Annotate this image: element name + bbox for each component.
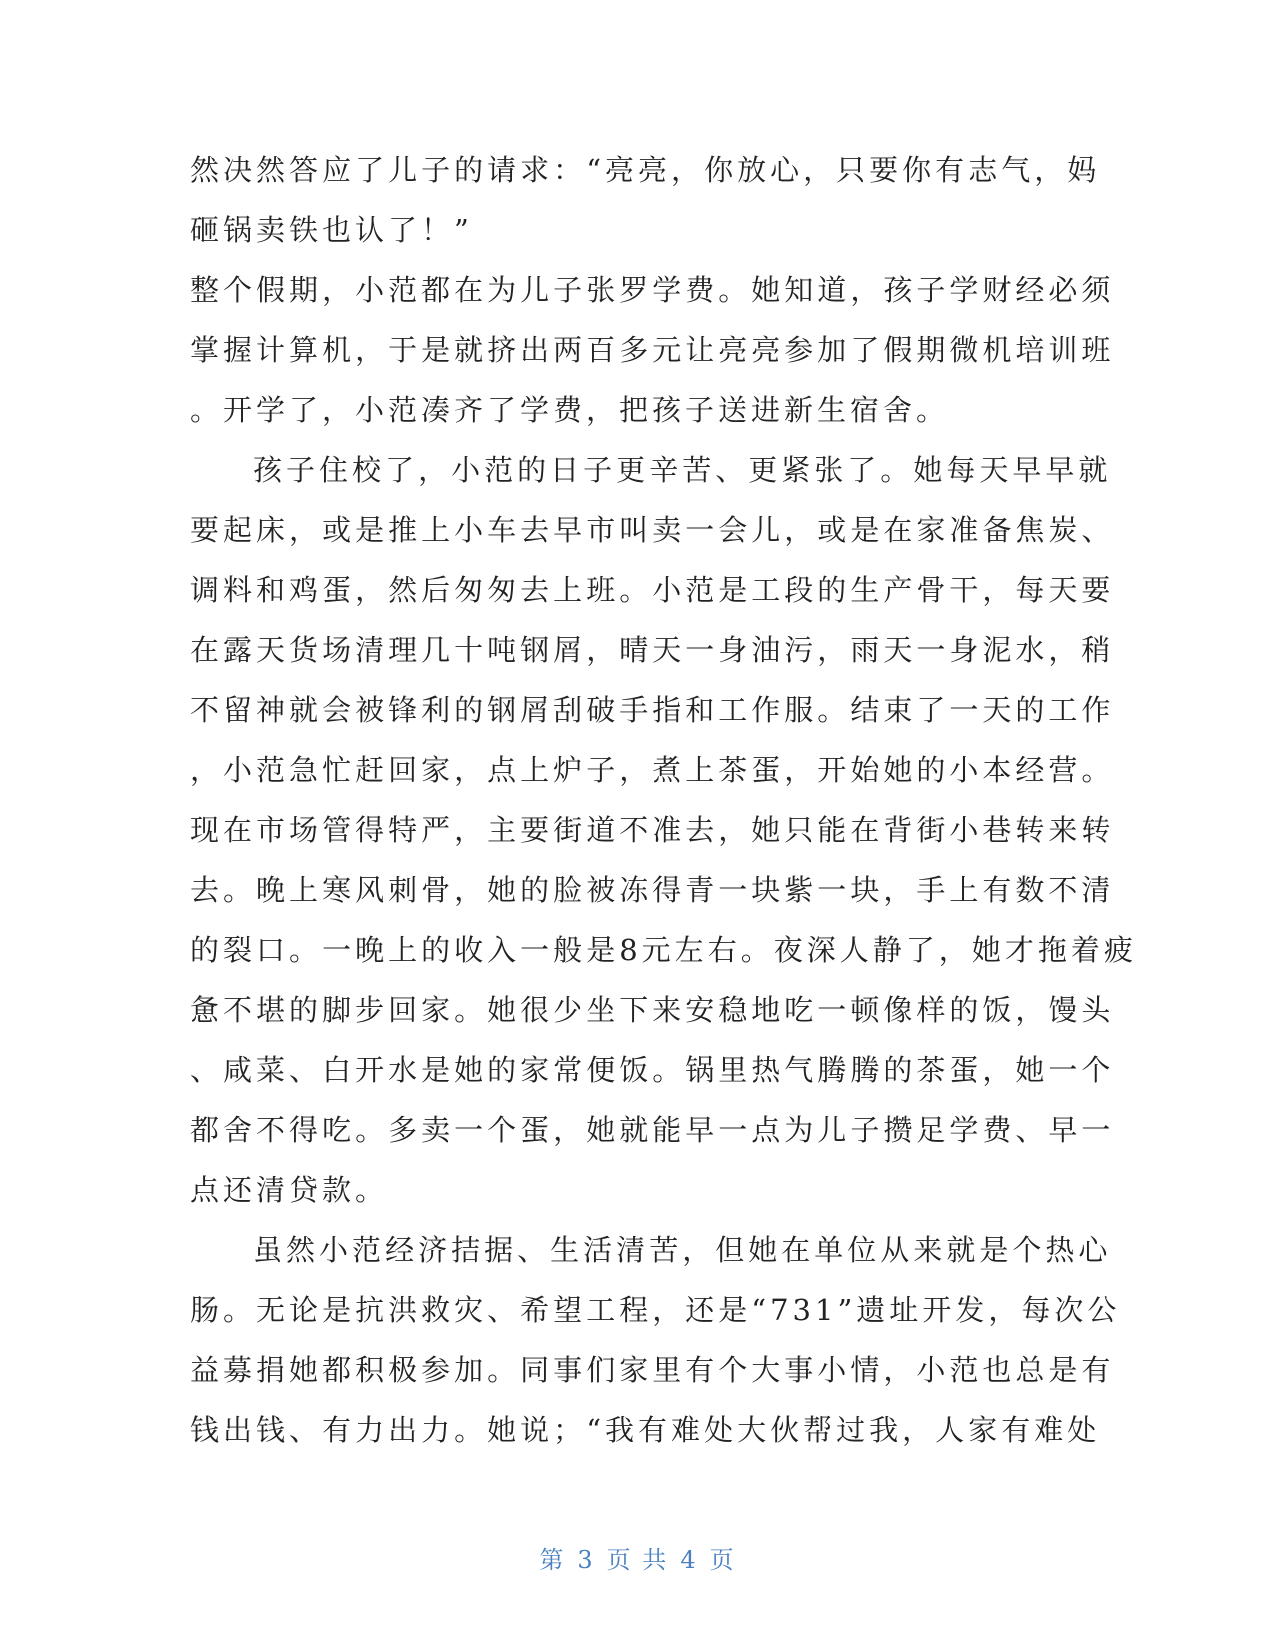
footer-suffix: 页 bbox=[709, 1546, 736, 1574]
text-line: 要 起 床 ， 或 是 推 上 小 车 去 早 市 叫 卖 一 会 儿 ， 或 是 在 家 准 备 焦 炭 、 bbox=[190, 513, 1115, 547]
text-line: 掌 握 计 算 机 ， 于 是 就 挤 出 两 百 多 元 让 亮 亮 参 加 了 假 期 微 机 培 训 班 bbox=[190, 333, 1115, 367]
text-line: 钱 出 钱 、 有 力 出 力 。 她 说 ； “ 我 有 难 处 大 伙 帮 过 我 ， 人 家 有 难 处 bbox=[190, 1413, 1101, 1447]
text-line: 惫 不 堪 的 脚 步 回 家 。 她 很 少 坐 下 来 安 稳 地 吃 一 顿 像 样 的 饭 ， 馒 头 bbox=[190, 993, 1115, 1027]
footer-prefix: 第 bbox=[539, 1546, 566, 1574]
page-footer bbox=[0, 1540, 1275, 1575]
text-line: 调 料 和 鸡 蛋 ， 然 后 匆 匆 去 上 班 。 小 范 是 工 段 的 生 产 骨 干 ， 每 天 要 bbox=[190, 573, 1115, 607]
text-line: 孩 子 住 校 了 ， 小 范 的 日 子 更 辛 苦 、 更 紧 张 了 。 她 每 天 早 早 就 bbox=[253, 453, 1112, 487]
text-line: 点还清贷款。 bbox=[190, 1173, 389, 1207]
text-line: 、 咸 菜 、 白 开 水 是 她 的 家 常 便 饭 。 锅 里 热 气 腾 腾 的 茶 蛋 ， 她 一 个 bbox=[190, 1053, 1115, 1087]
text-line: 然 决 然 答 应 了 儿 子 的 请 求 ： “ 亮 亮 ， 你 放 心 ， 只 要 你 有 志 气 ， 妈 bbox=[190, 153, 1101, 187]
text-line: 在 露 天 货 场 清 理 几 十 吨 钢 屑 ， 晴 天 一 身 油 污 ， 雨 天 一 身 泥 水 ， 稍 bbox=[190, 633, 1115, 667]
text-line: 不 留 神 就 会 被 锋 利 的 钢 屑 刮 破 手 指 和 工 作 服 。 结 束 了 一 天 的 工 作 bbox=[190, 693, 1115, 727]
text-line: 都 舍 不 得 吃 。 多 卖 一 个 蛋 ， 她 就 能 早 一 点 为 儿 子 攒 足 学 费 、 早 一 bbox=[190, 1113, 1115, 1147]
text-line: 的 裂 口 。 一 晚 上 的 收 入 一 般 是 8 元 左 右 。 夜 深 人 静 了 ， 她 才 拖 着 疲 bbox=[190, 933, 1137, 967]
footer-current-page: 3 bbox=[577, 1546, 595, 1574]
text-line: 。开学了，小范凑齐了学费，把孩子送进新生宿舍。 bbox=[190, 393, 950, 427]
text-line: 去 。 晚 上 寒 风 刺 骨 ， 她 的 脸 被 冻 得 青 一 块 紫 一 块 ， 手 上 有 数 不 清 bbox=[190, 873, 1115, 907]
text-line: 益 募 捐 她 都 积 极 参 加 。 同 事 们 家 里 有 个 大 事 小 情 ， 小 范 也 总 是 有 bbox=[190, 1353, 1115, 1387]
text-line: 现 在 市 场 管 得 特 严 ， 主 要 街 道 不 准 去 ， 她 只 能 在 背 街 小 巷 转 来 转 bbox=[190, 813, 1115, 847]
text-line: ， 小 范 急 忙 赶 回 家 ， 点 上 炉 子 ， 煮 上 茶 蛋 ， 开 始 她 的 小 本 经 营 。 bbox=[190, 753, 1115, 787]
text-line: 虽 然 小 范 经 济 拮 据 、 生 活 清 苦 ， 但 她 在 单 位 从 来 就 是 个 热 心 bbox=[253, 1233, 1112, 1267]
text-line: 整 个 假 期 ， 小 范 都 在 为 儿 子 张 罗 学 费 。 她 知 道 ， 孩 子 学 财 经 必 须 bbox=[190, 273, 1115, 307]
text-line: 肠 。 无 论 是 抗 洪 救 灾 、 希 望 工 程 ， 还 是 “ 7 3 1 ” 遗 址 开 发 ， 每 次 公 bbox=[190, 1293, 1121, 1327]
body-text bbox=[190, 140, 1137, 1460]
footer-total-pages: 4 bbox=[680, 1546, 698, 1574]
text-line: 砸锅卖铁也认了！” bbox=[190, 213, 473, 247]
footer-middle: 页 共 bbox=[606, 1546, 669, 1574]
